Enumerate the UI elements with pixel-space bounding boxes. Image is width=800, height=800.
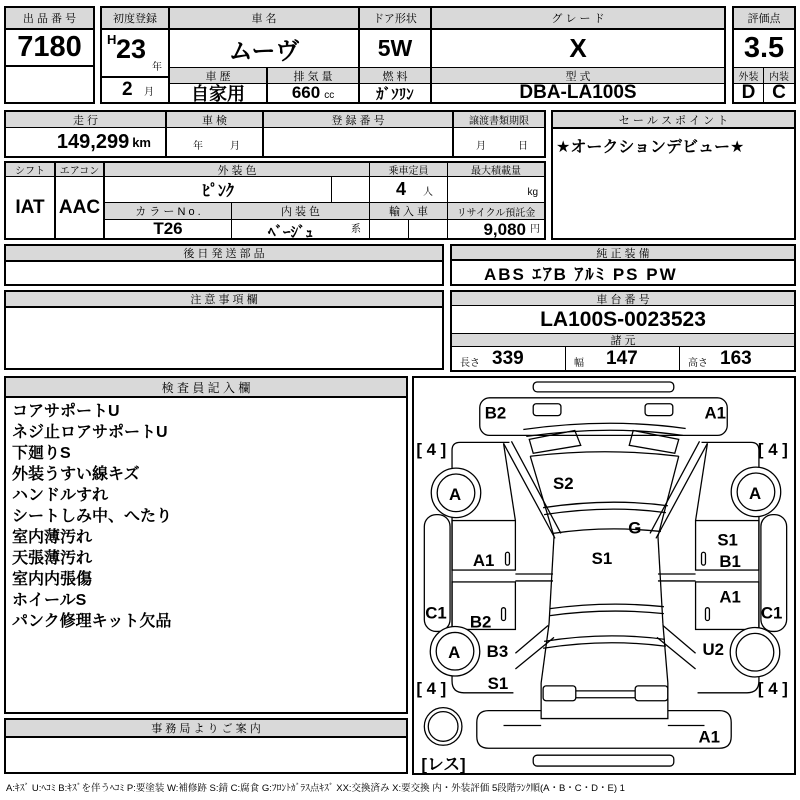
roof-front-edge (553, 529, 661, 534)
damage-code-label: [レス] (421, 755, 466, 773)
interior-color-name: ﾍﾞｰｼﾞｭ (268, 224, 314, 238)
car-diagram-box (412, 376, 796, 775)
interior-color-label: 内 装 色 (232, 203, 370, 220)
damage-code-label: C1 (425, 603, 447, 623)
score-label: 評価点 (734, 8, 794, 30)
damage-code-label: [ 4 ] (757, 440, 788, 460)
rear-right-wheel-inner (736, 633, 774, 671)
interior-grade: C (772, 84, 786, 102)
tail-light-left (543, 686, 576, 701)
dimension-width (566, 347, 680, 370)
inspector-list (6, 398, 406, 712)
lot-number-value: 7180 (6, 30, 93, 67)
dimension-length (452, 347, 566, 370)
chassis-value: LA100S-0023523 (452, 306, 794, 334)
vehicle-info-box (100, 6, 726, 104)
length-value: 339 (492, 348, 524, 369)
equipment-label: 純 正 装 備 (452, 246, 794, 261)
tail-light-right (635, 686, 668, 701)
inspector-label: 検 査 員 記 入 欄 (6, 378, 406, 398)
damage-code-label: G (628, 518, 642, 538)
capacity-unit: 人 (423, 187, 433, 198)
max-load-label: 最大積載量 (448, 163, 544, 177)
right-cpillar-line2 (657, 637, 696, 669)
import-value-b (409, 220, 448, 238)
car-name-label: 車 名 (170, 8, 360, 30)
displacement-value (268, 84, 360, 102)
damage-code-label: B1 (719, 552, 741, 572)
mileage-number: 149,299 (56, 130, 130, 153)
exterior-color-label: 外 装 色 (105, 163, 370, 177)
fuel-value: ｶﾞｿﾘﾝ (360, 84, 432, 102)
damage-code-label: B3 (486, 642, 509, 662)
import-value-a (370, 220, 409, 238)
damage-code-label: A (449, 484, 462, 504)
first-reg-month-cell (102, 78, 170, 102)
transfer-deadline-label: 譲渡書類期限 (454, 112, 544, 128)
front-light-left (533, 404, 561, 416)
rear-glass-line1 (544, 636, 665, 641)
displacement-unit: cc (324, 90, 335, 101)
color-spec-box (4, 161, 546, 240)
dimension-height (680, 347, 794, 370)
shaken-value (167, 128, 264, 156)
first-reg-year-cell (102, 30, 170, 78)
import-label: 輸 入 車 (370, 203, 448, 220)
notes-label: 注 意 事 項 欄 (6, 292, 442, 308)
shift-label: シフト (6, 163, 56, 177)
exterior-color-value: ﾋﾟﾝｸ (105, 177, 332, 203)
equipment-value: ABS ｴｱB ｱﾙﾐ PS PW (484, 265, 678, 284)
left-rear-door-handle (502, 608, 506, 621)
first-reg-year: 23 (116, 34, 147, 64)
damage-code-label: [ 4 ] (757, 678, 788, 698)
rear-glass-left (541, 624, 549, 683)
damage-code-label: A1 (719, 587, 741, 607)
door-shape-label: ドア形状 (360, 8, 432, 30)
office-box (4, 718, 408, 774)
left-cpillar-line2 (515, 637, 554, 669)
sales-point-value-area (553, 129, 794, 238)
grade-label: グ レ ー ド (432, 8, 724, 30)
roof-rear-line2 (550, 611, 664, 616)
length-label: 長さ (460, 358, 480, 369)
mileage-unit: km (132, 134, 151, 150)
legend-text: A:ｷｽﾞ U:ﾍｺﾐ B:ｷｽﾞを伴うﾍｺﾐ P:要塗装 W:補修跡 S:錆 C:腐食 G:ﾌﾛﾝﾄｶﾞﾗｽ点ｷｽﾞ XX:交換済み X:要交換 内・外装評価 5段階ﾗﾝｸ順(A・B・C・D・E) 1 (6, 783, 625, 794)
shaken-label: 車 検 (167, 112, 264, 128)
transfer-day-unit: 日 (518, 141, 528, 152)
mileage-row-box (4, 110, 546, 158)
damage-code-label: A (749, 483, 762, 503)
first-reg-month: 2 (122, 79, 133, 100)
damage-code-label: U2 (702, 640, 725, 660)
inspector-item: 室内薄汚れ (12, 529, 93, 546)
lot-number-empty (6, 67, 93, 102)
width-value: 147 (606, 348, 638, 369)
score-value: 3.5 (734, 30, 794, 68)
hood-top-edge (530, 452, 678, 456)
model-code-label: 型 式 (432, 68, 724, 84)
shaken-month-unit: 月 (230, 141, 240, 152)
history-label: 車 歴 (170, 68, 268, 84)
recycle-fee: 9,080 (483, 220, 526, 238)
damage-code-label: S1 (487, 673, 509, 693)
parts-value (6, 262, 442, 284)
chassis-label: 車 台 番 号 (452, 292, 794, 306)
damage-code-label: A (448, 643, 461, 663)
color-no-value: T26 (105, 220, 232, 238)
registration-number-value (264, 128, 454, 156)
roof-rear-line1 (550, 604, 664, 609)
sales-point-label: セ ー ル ス ポ イ ン ト (553, 112, 794, 129)
sales-point-value: ★オークションデビュー★ (556, 139, 745, 156)
damage-code-label: [ 4 ] (416, 440, 447, 460)
sales-point-box (551, 110, 796, 240)
right-rear-door-handle (705, 608, 709, 621)
chassis-box (450, 290, 796, 372)
office-value (6, 738, 406, 772)
lot-number-label: 出 品 番 号 (6, 8, 93, 30)
interior-label: 内装 (764, 68, 794, 84)
car-name-value: ムーヴ (170, 30, 360, 68)
grade-value: X (432, 30, 724, 68)
equipment-box (450, 244, 796, 286)
front-license-slot (533, 382, 674, 392)
office-label: 事 務 局 よ り ご 案 内 (6, 720, 406, 738)
spare-tire-inner (428, 712, 458, 742)
aircon-value: AAC (56, 177, 105, 238)
history-value: 自家用 (170, 84, 268, 102)
damage-code-label: C1 (760, 603, 783, 623)
recycle-label: リサイクル預託金 (448, 203, 544, 220)
rear-license-slot (533, 755, 674, 766)
exterior-label: 外装 (734, 68, 764, 84)
parts-box (4, 244, 444, 286)
shaken-year-unit: 年 (193, 141, 203, 152)
interior-color-value (232, 220, 370, 238)
mileage-label: 走 行 (6, 112, 167, 128)
first-reg-year-unit: 年 (152, 62, 162, 73)
rear-glass-line2 (543, 643, 666, 648)
first-reg-label: 初度登録 (102, 8, 170, 30)
inspector-item: 天張薄汚れ (12, 550, 93, 567)
damage-code-label: A1 (704, 403, 726, 423)
inspector-item: 外装うすい線キズ (12, 466, 140, 483)
max-load-unit: kg (527, 187, 538, 198)
damage-code-label: S1 (591, 549, 613, 569)
capacity-number: 4 (396, 179, 407, 199)
damage-code-label: [ 4 ] (416, 678, 447, 698)
interior-color-suffix: 系 (351, 224, 361, 235)
inspector-item: ネジ止ロアサポートU (12, 424, 168, 441)
right-front-door-handle (702, 552, 706, 565)
left-cpillar-line1 (515, 625, 548, 653)
first-reg-month-unit: 月 (144, 87, 154, 98)
inspector-item: 下廻りS (12, 445, 71, 462)
notes-value (6, 308, 442, 368)
damage-code-label: A1 (472, 551, 495, 571)
capacity-label: 乗車定員 (370, 163, 448, 177)
right-cpillar-line1 (663, 625, 696, 653)
recycle-value (448, 220, 544, 238)
damage-code-label: B2 (469, 612, 492, 632)
width-label: 幅 (574, 358, 584, 369)
inspector-item: コアサポートU (12, 403, 120, 420)
color-no-label: カ ラ ー N o . (105, 203, 232, 220)
inspector-item: シートしみ中、へたり (12, 508, 173, 525)
inspector-item: ハンドルすれ (12, 487, 109, 504)
displacement-label: 排 気 量 (268, 68, 360, 84)
inspector-box (4, 376, 408, 714)
hood-left-edge (530, 456, 554, 536)
registration-number-label: 登 録 番 号 (264, 112, 454, 128)
recycle-unit: 円 (530, 224, 540, 235)
lot-number-box (4, 6, 95, 104)
damage-code-label: S2 (553, 473, 574, 493)
color-grid (105, 163, 544, 238)
roof-right-edge (658, 536, 663, 623)
hood-right-edge (658, 456, 679, 536)
damage-code-label: B2 (484, 403, 507, 423)
displacement-number: 660 (291, 84, 321, 102)
capacity-value (370, 177, 448, 203)
max-load-value (448, 177, 544, 203)
front-light-right (645, 404, 673, 416)
wiper-panel-left (529, 430, 580, 453)
rear-glass-right (663, 624, 668, 683)
score-box (732, 6, 796, 104)
roof-left-edge (549, 536, 554, 623)
notes-box (4, 290, 444, 370)
exterior-color-extra (332, 177, 370, 203)
aircon-label: エアコン (56, 163, 105, 177)
inspector-item: パンク修理キット欠品 (12, 613, 172, 630)
height-value: 163 (720, 348, 752, 369)
mileage-value (6, 128, 167, 156)
left-front-door-handle (505, 552, 509, 565)
exterior-grade: D (734, 84, 764, 102)
height-label: 高さ (688, 358, 708, 369)
cowl-line2 (544, 509, 666, 514)
fuel-label: 燃 料 (360, 68, 432, 84)
dimensions-label: 諸 元 (452, 334, 794, 347)
windshield-top-edge (523, 423, 685, 429)
parts-label: 後 日 発 送 部 品 (6, 246, 442, 262)
transfer-deadline-value (454, 128, 544, 156)
transfer-month-unit: 月 (476, 141, 486, 152)
model-code-value: DBA-LA100S (519, 84, 637, 102)
inspector-item: 室内内張傷 (12, 571, 93, 588)
cowl-line1 (543, 502, 668, 507)
door-shape-value: 5W (360, 30, 432, 68)
inspector-item: ホイールS (12, 592, 87, 609)
first-reg-era: H (107, 32, 117, 47)
damage-code-label: A1 (698, 727, 721, 747)
damage-code-label: S1 (717, 530, 738, 550)
shift-value: IAT (6, 177, 56, 238)
car-diagram-svg (414, 378, 794, 773)
rear-bumper-outline (477, 711, 731, 749)
